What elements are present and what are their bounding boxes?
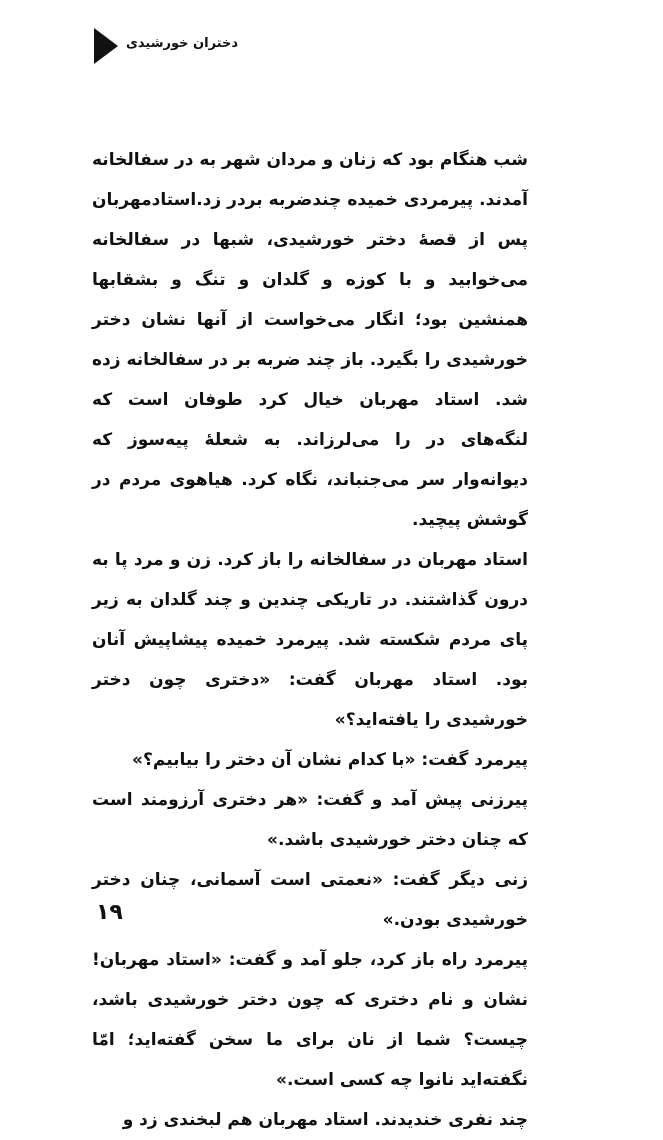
body-text bbox=[92, 140, 528, 1140]
paragraph-7: چند نفری خندیدند. استاد مهربان هم لبخندی زد و bbox=[122, 1110, 528, 1130]
paragraph-4: پیرزنی پیش آمد و گفت: «هر دختری آرزومند است که چنان دختر خورشیدی باشد.» bbox=[92, 790, 528, 850]
paragraph-5: زنی دیگر گفت: «نعمتی است آسمانی، چنان دختر خورشیدی بودن.» bbox=[92, 870, 528, 930]
page-header bbox=[84, 28, 284, 68]
running-head-title: دختران خورشیدی bbox=[126, 36, 239, 51]
paragraph-3: پیرمرد گفت: «با کدام نشان آن دختر را بیابیم؟» bbox=[132, 750, 528, 770]
paragraph-1: شب هنگام بود که زنان و مردان شهر به در سفالخانه آمدند. پیرمردی خمیده چندضربه بردر زد.استادمهربان پس از قصهٔ دختر خورشیدی، شبها در سفالخانه می‌خوابید و با کوزه و گلدان و تنگ و بشقابها همنشین بود؛ انگار می‌خواست از آنها نشان دختر خورشیدی را بگیرد. باز چند ضربه بر در سفالخانه زده شد. استاد مهربان خیال کرد طوفان است که لنگه‌های در را می‌لرزاند. به شعلهٔ پیه‌سوز که دیوانه‌وار سر می‌جنباند، نگاه کرد. هیاهوی مردم در گوشش پیچید. bbox=[92, 150, 528, 530]
triangle-marker-icon bbox=[94, 28, 118, 64]
page-number: ۱۹ bbox=[96, 900, 123, 925]
paragraph-6: پیرمرد راه باز کرد، جلو آمد و گفت: «استاد مهربان! نشان و نام دختری که چون دختر خورشیدی باشد، چیست؟ شما از نان برای ما سخن گفته‌اید؛ امّا نگفته‌اید نانوا چه کسی است.» bbox=[92, 950, 528, 1090]
paragraph-2: استاد مهربان در سفالخانه را باز کرد. زن و مرد پا به درون گذاشتند. در تاریکی چندین و چند گلدان به زیر پای مردم شکسته شد. پیرمرد خمیده پیشاپیش آنان بود. استاد مهربان گفت: «دختری چون دختر خورشیدی را یافته‌اید؟» bbox=[92, 550, 528, 730]
